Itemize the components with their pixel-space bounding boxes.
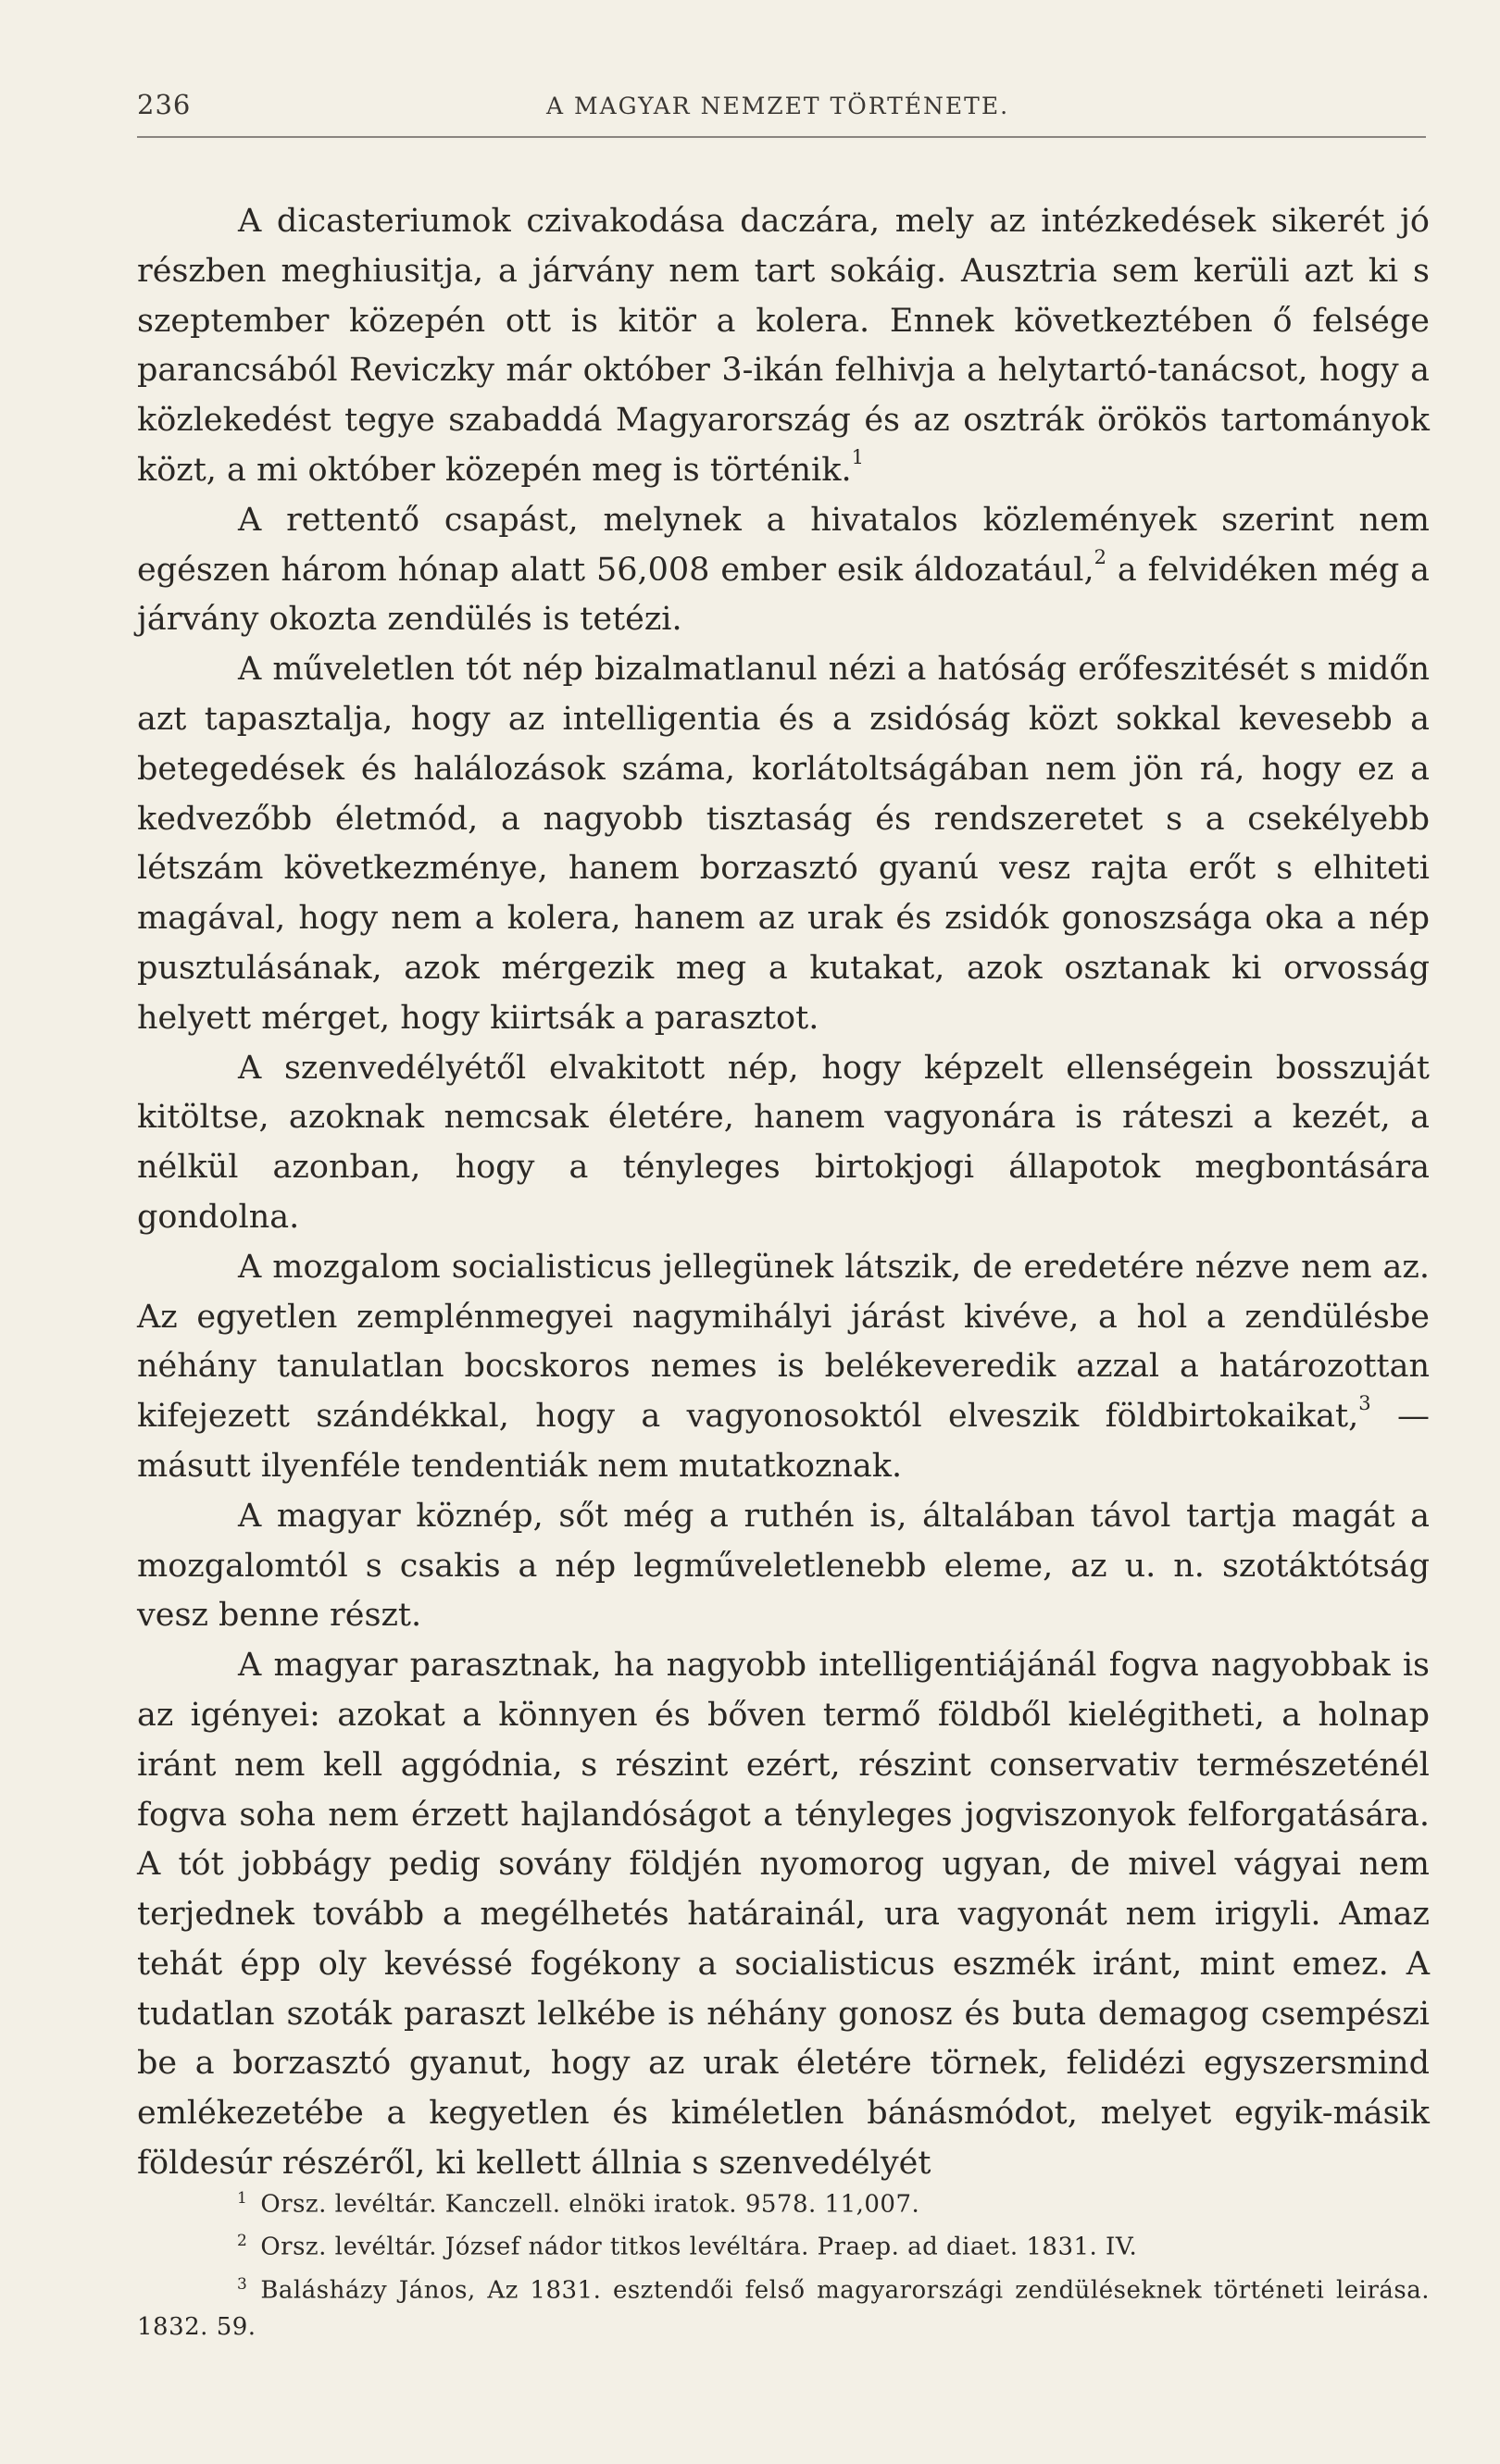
footnote-mark: 1 <box>237 2189 248 2208</box>
footnote-text: Orsz. levéltár. Kanczell. elnöki iratok. 9578. 11,007. <box>260 2190 920 2219</box>
paragraph-text: A műveletlen tót nép bizalmatlanul nézi a hatóság erőfeszitését s midőn azt tapasztalja, hogy az intelligentia és a zsidóság közt sokkal kevesebb a betegedések és halálozások száma, korlátoltságában nem jön rá, hogy ez a kedvezőbb életmód, a nagyobb tisztaság és rendszeretet s a csekélyebb létszám következménye, hanem borzasztó gyanú vesz rajta erőt s elhiteti magával, hogy nem a kolera, hanem az urak és zsidók gonoszsága oka a nép pusztulásának, azok mérgezik meg a kutakat, azok osztanak ki orvosság helyett mérget, hogy kiirtsák a parasztot. <box>137 651 1430 1037</box>
paragraph-text: — másutt ilyenféle tendentiák nem mutatkoznak. <box>137 1398 1430 1485</box>
footnote <box>137 2266 1430 2346</box>
page-number: 236 <box>137 89 192 120</box>
paragraph-text: A mozgalom socialisticus jellegünek látszik, de eredetére nézve nem az. Az egyetlen zemplénmegyei nagymihályi járást kivéve, a hol a zendülésbe néhány tanulatlan bocskoros nemes is belékeveredik azzal a határozottan kifejezett szándékkal, hogy a vagyonosoktól elveszik földbirtokaikat, <box>137 1248 1430 1436</box>
footnote-reference: 3 <box>1358 1392 1371 1415</box>
footnote-text: Orsz. levéltár. József nádor titkos levéltára. Praep. ad diaet. 1831. IV. <box>260 2233 1138 2261</box>
paragraph <box>137 645 1430 1043</box>
footnote-text: Balásházy János, Az 1831. esztendői felső magyarországi zendüléseknek történeti leirása. 1832. 59. <box>137 2276 1430 2342</box>
paragraph-text: A szenvedélyétől elvakitott nép, hogy képzelt ellenségein bosszuját kitöltse, azoknak nemcsak életére, hanem vagyonára is ráteszi a kezét, a nélkül azonban, hogy a tényleges birtokjogi állapotok megbontására gondolna. <box>137 1049 1430 1236</box>
paragraph-text: A dicasteriumok czivakodása daczára, mely az intézkedések sikerét jó részben meghiusitja, a járvány nem tart sokáig. Ausztria sem kerüli azt ki s szeptember közepén ott is kitör a kolera. Ennek következtében ő felsége parancsából Reviczky már október 3-ikán felhivja a helytartó-tanácsot, hogy a közlekedést tegye szabaddá Magyarország és az osztrák örökös tartományok közt, a mi október közepén meg is történik. <box>137 203 1430 489</box>
header-rule <box>137 136 1426 138</box>
paragraph <box>137 1243 1430 1492</box>
paragraph <box>137 197 1430 496</box>
footnotes <box>137 2180 1430 2346</box>
footnote <box>137 2180 1430 2222</box>
paragraph-text: A magyar köznép, sőt még a ruthén is, általában távol tartja magát a mozgalomtól s csakis a nép legműveletlenebb eleme, az u. n. szotáktótság vesz benne részt. <box>137 1497 1430 1635</box>
footnote-mark: 3 <box>237 2274 248 2294</box>
page-header <box>137 89 1426 130</box>
paragraph <box>137 496 1430 645</box>
footnote-reference: 1 <box>851 446 864 469</box>
paragraph <box>137 1641 1430 2189</box>
main-text <box>137 197 1430 2189</box>
paragraph-text: A rettentő csapást, melynek a hivatalos közlemények szerint nem egészen három hónap alatt 56,008 ember esik áldozatául, <box>137 501 1430 589</box>
paragraph-text: A magyar parasztnak, ha nagyobb intelligentiájánál fogva nagyobbak is az igényei: azokat a könnyen és bőven termő földből kielégitheti, a holnap iránt nem kell aggódnia, s részint ezért, részint conservativ természeténél fogva soha nem érzett hajlandóságot a tényleges jogviszonyok felforgatására. A tót jobbágy pedig sovány földjén nyomorog ugyan, de mivel vágyai nem terjednek tovább a megélhetés határainál, ura vagyonát nem irigyli. Amaz tehát épp oly kevéssé fogékony a socialisticus eszmék iránt, mint emez. A tudatlan szoták paraszt lelkébe is néhány gonosz és buta demagog csempészi be a borzasztó gyanut, hogy az urak életére törnek, felidézi egyszersmind emlékezetébe a kegyetlen és kiméletlen bánásmódot, melyet egyik-másik földesúr részéről, ki kellett állnia s szenvedélyét <box>137 1647 1430 2183</box>
paragraph <box>137 1044 1430 1243</box>
footnote-mark: 2 <box>237 2232 248 2251</box>
footnote <box>137 2222 1430 2265</box>
footnote-reference: 2 <box>1094 545 1106 568</box>
paragraph <box>137 1492 1430 1641</box>
paragraph-text: a felvidéken még a járvány okozta zendülés is tetézi. <box>137 551 1430 639</box>
running-title: A MAGYAR NEMZET TÖRTÉNETE. <box>546 93 1010 119</box>
